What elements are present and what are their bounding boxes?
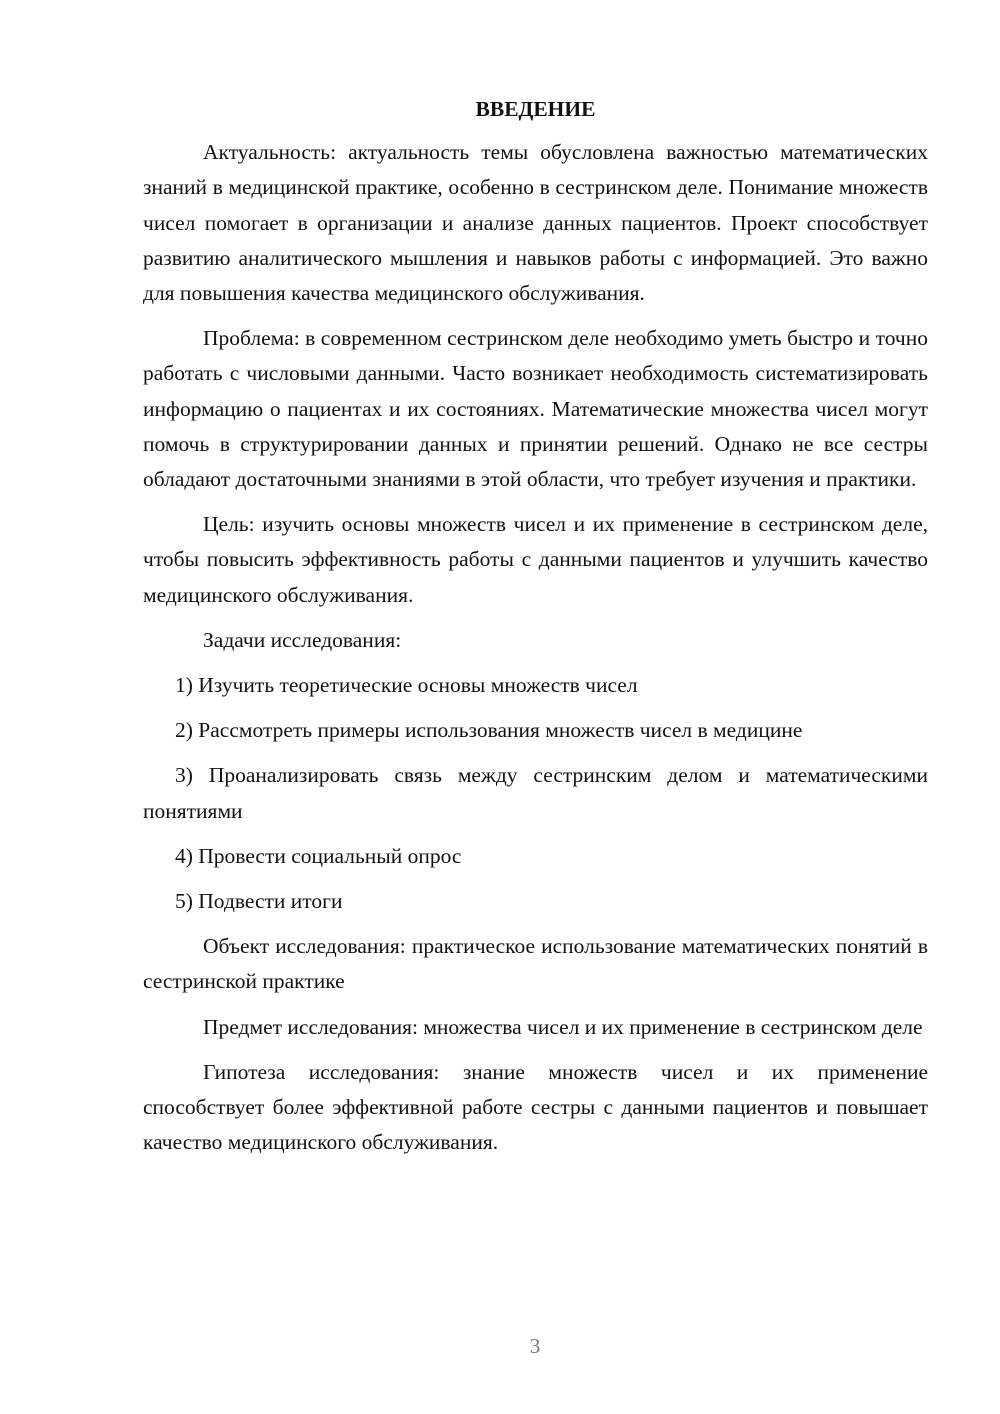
subject-paragraph: Предмет исследования: множества чисел и их применение в сестринском деле: [203, 1014, 923, 1039]
section-heading: ВВЕДЕНИЕ: [475, 97, 596, 121]
relevance-paragraph: Актуальность: актуальность темы обусловлена важностью математических знаний в медицинской практике, особенно в сестринском деле. Понимание множеств чисел помогает в организации и анализе данных пациентов. Проект способствует развитию аналитического мышления и навыков работы с информацией. Это важно для повышения качества медицинского обслуживания.: [143, 140, 928, 306]
hypothesis-paragraph: Гипотеза исследования: знание множеств чисел и их применение способствует более эффективной работе сестры с данными пациентов и повышает качество медицинского обслуживания.: [143, 1059, 928, 1155]
task-item-2: 2) Рассмотреть примеры использования множеств чисел в медицине: [175, 718, 803, 743]
document-body: [143, 92, 928, 1170]
tasks-heading: Задачи исследования:: [203, 627, 402, 652]
object-paragraph: Объект исследования: практическое использование математических понятий в сестринской практике: [143, 934, 928, 994]
page-number: 3: [529, 1334, 541, 1358]
problem-paragraph: Проблема: в современном сестринском деле необходимо уметь быстро и точно работать с числовыми данными. Часто возникает необходимость систематизировать информацию о пациентах и их состояниях. Математические множества чисел могут помочь в структурировании данных и принятии решений. Однако не все сестры обладают достаточными знаниями в этой области, что требует изучения и практики.: [143, 326, 928, 492]
task-item-1: 1) Изучить теоретические основы множеств чисел: [175, 673, 638, 698]
task-item-4: 4) Провести социальный опрос: [175, 843, 462, 868]
goal-paragraph: Цель: изучить основы множеств чисел и их применение в сестринском деле, чтобы повысить эффективность работы с данными пациентов и улучшить качество медицинского обслуживания.: [143, 512, 928, 607]
task-item-3: 3) Проанализировать связь между сестринским делом и математическими понятиями: [143, 763, 928, 823]
task-item-5: 5) Подвести итоги: [175, 889, 343, 914]
